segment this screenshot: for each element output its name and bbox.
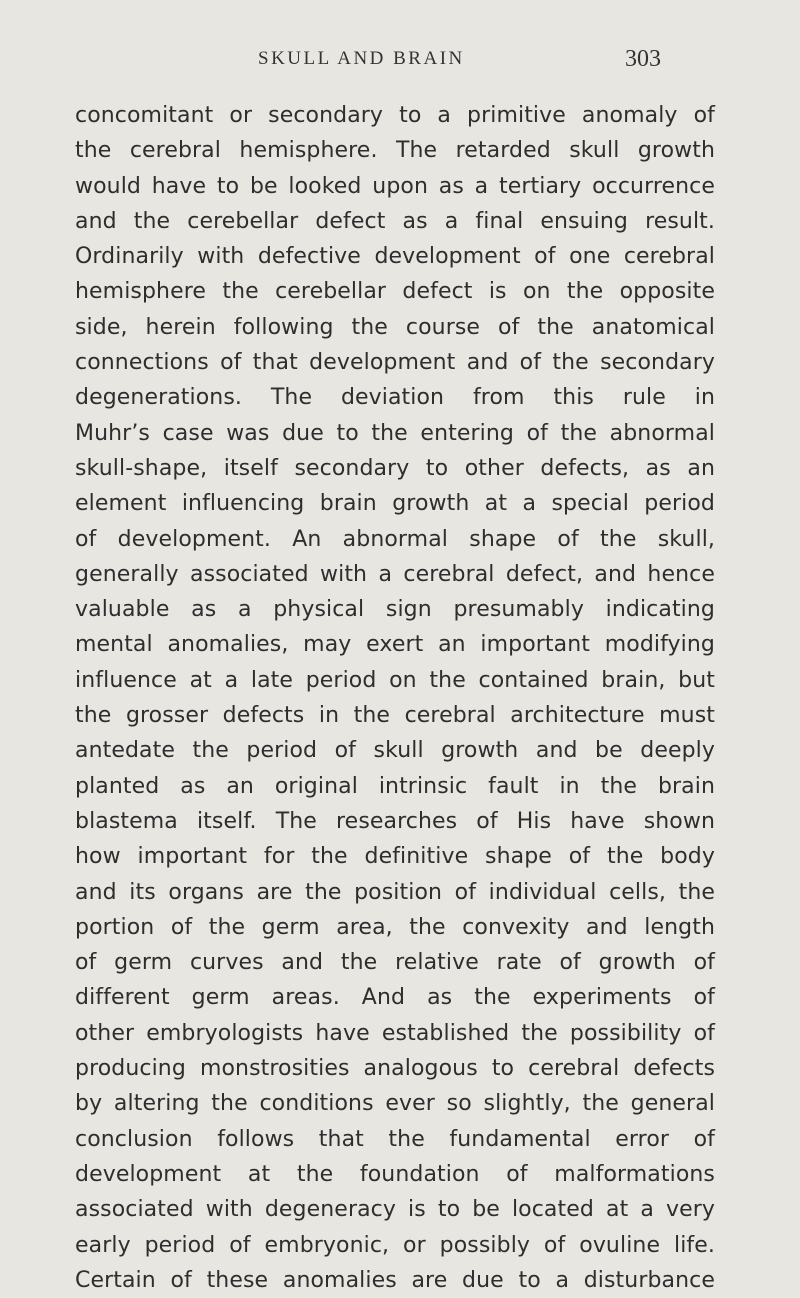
text-line: element influencing brain growth at a special period <box>75 491 715 517</box>
text-line: different germ areas. And as the experiments of <box>75 985 715 1011</box>
text-line: of development. An abnormal shape of the skull, <box>75 526 715 552</box>
text-line: generally associated with a cerebral defect, and hence <box>75 561 715 587</box>
text-line: Certain of these anomalies are due to a disturbance <box>75 1267 715 1293</box>
text-line: producing monstrosities analogous to cerebral defects <box>75 1056 715 1082</box>
text-line: connections of that development and of the secondary <box>75 350 715 376</box>
text-line: influence at a late period on the contained brain, but <box>75 667 715 693</box>
text-line: of germ curves and the relative rate of growth of <box>75 950 715 976</box>
text-line: by altering the conditions ever so slightly, the general <box>75 1091 715 1117</box>
text-line: Ordinarily with defective development of one cerebral <box>75 244 715 270</box>
text-line: the cerebral hemisphere. The retarded skull growth <box>75 138 715 164</box>
text-line: development at the foundation of malformations <box>75 1161 715 1187</box>
text-line: early period of embryonic, or possibly of ovuline life. <box>75 1232 715 1258</box>
text-line: and its organs are the position of individual cells, the <box>75 879 715 905</box>
text-line: valuable as a physical sign presumably indicating <box>75 597 715 623</box>
text-line: planted as an original intrinsic fault in the brain <box>75 773 715 799</box>
body-text <box>75 98 715 1298</box>
text-line: associated with degeneracy is to be located at a very <box>75 1197 715 1223</box>
text-line: other embryologists have established the possibility of <box>75 1020 715 1046</box>
text-line: skull-shape, itself secondary to other defects, as an <box>75 455 715 481</box>
running-head: SKULL AND BRAIN <box>258 48 465 69</box>
page-number: 303 <box>625 46 661 72</box>
text-line: mental anomalies, may exert an important modifying <box>75 632 715 658</box>
text-line: how important for the definitive shape of the body <box>75 844 715 870</box>
text-line: side, herein following the course of the anatomical <box>75 314 715 340</box>
text-line: antedate the period of skull growth and be deeply <box>75 738 715 764</box>
text-line: conclusion follows that the fundamental error of <box>75 1126 715 1152</box>
text-line: hemisphere the cerebellar defect is on the opposite <box>75 279 715 305</box>
text-line: degenerations. The deviation from this rule in <box>75 385 715 411</box>
text-line: concomitant or secondary to a primitive anomaly of <box>75 103 715 128</box>
text-line: and the cerebellar defect as a final ensuing result. <box>75 208 715 234</box>
text-line: would have to be looked upon as a tertiary occurrence <box>75 173 715 199</box>
page-header <box>0 44 800 78</box>
text-line: portion of the germ area, the convexity and length <box>75 914 715 940</box>
text-line: blastema itself. The researches of His have shown <box>75 808 715 834</box>
text-line: Muhr’s case was due to the entering of the abnormal <box>75 420 715 446</box>
text-line: the grosser defects in the cerebral architecture must <box>75 703 715 729</box>
